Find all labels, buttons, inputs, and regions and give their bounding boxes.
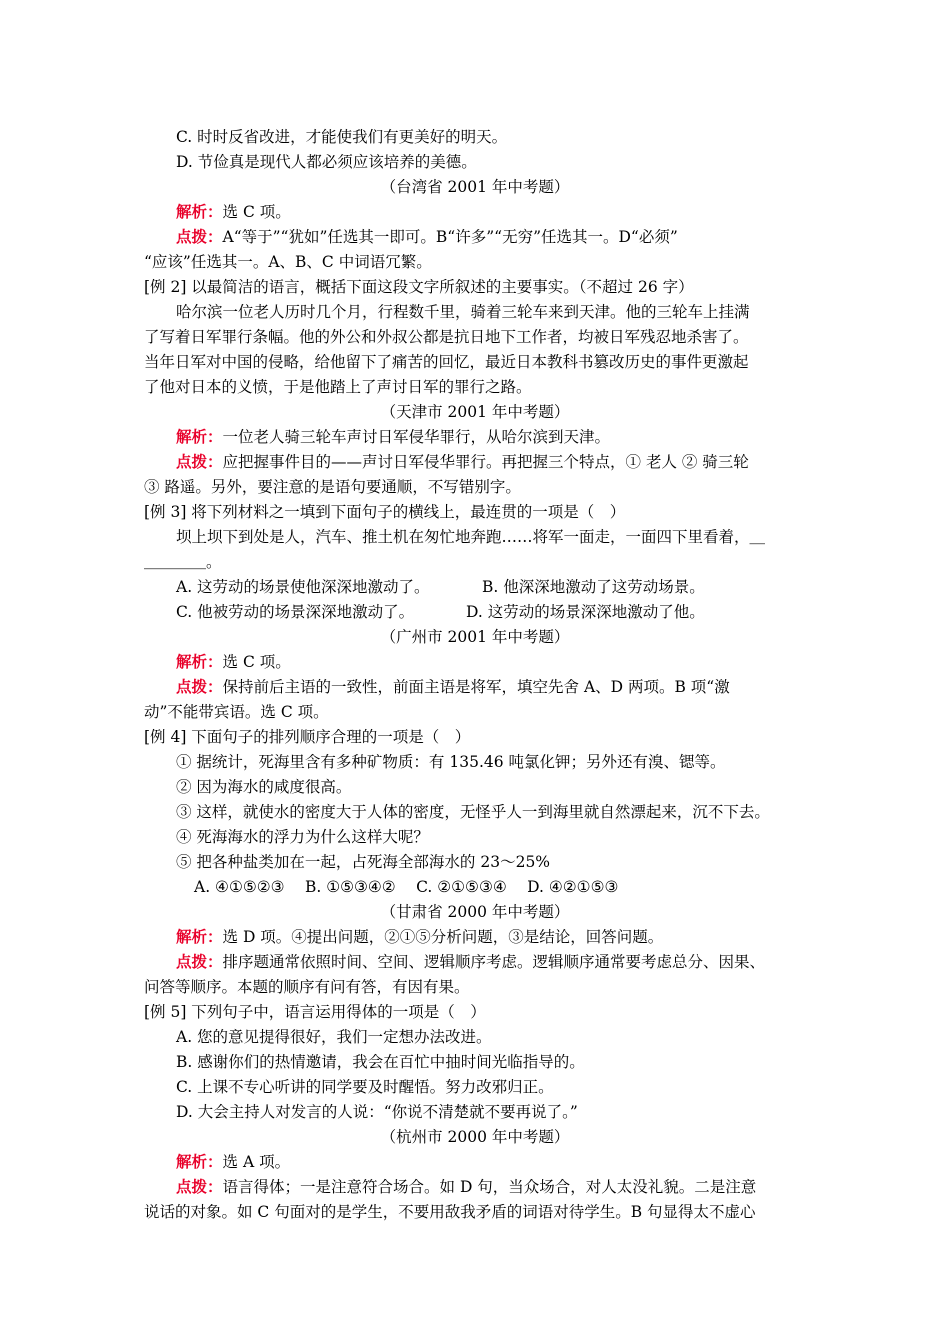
analysis-line: 解析：选 A 项。 [176,1152,291,1171]
options-ab: A. 这劳动的场景使他深深地激动了。 B. 他深深地激动了这劳动场景。 [176,578,705,596]
analysis-line: 解析：一位老人骑三轮车声讨日军侵华罪行，从哈尔滨到天津。 [176,427,611,446]
source-note: （甘肃省 2000 年中考题） [380,903,570,921]
passage-line: 了写着日军罪行条幅。他的外公和外叔公都是抗日地下工作者，均被日军残忍地杀害了。 [144,328,749,346]
hint-line: 点拨：A“等于”“犹如”任选其一即可。B“许多”“无穷”任选其一。D“必须” [176,227,678,246]
hint-continued: 问答等顺序。本题的顺序有问有答，有因有果。 [144,978,470,996]
passage-line: 当年日军对中国的侵略，给他留下了痛苦的回忆，最近日本教科书篡改历史的事件更激起 [144,353,749,371]
passage-line: 哈尔滨一位老人历时几个月，行程数千里，骑着三轮车来到天津。他的三轮车上挂满 [176,303,750,321]
order-options: A. ④①⑤②③ B. ①⑤③④② C. ②①⑤③④ D. ④②①⑤③ [194,878,619,896]
analysis-line: 解析：选 C 项。 [176,652,291,671]
passage-line: 了他对日本的义愤，于是他踏上了声讨日军的罪行之路。 [144,378,532,396]
hint-continued: ③ 路遥。另外，要注意的是语句要通顺，不写错别字。 [144,478,521,496]
option-d: D. 大会主持人对发言的人说：“你说不清楚就不要再说了。” [176,1103,578,1121]
hint-line: 点拨：应把握事件目的——声讨日军侵华罪行。再把握三个特点，① 老人 ② 骑三轮 [176,452,749,471]
hint-line: 点拨：语言得体；一是注意符合场合。如 D 句，当众场合，对人太没礼貌。二是注意 [176,1177,757,1196]
option-d: D. 节俭真是现代人都必须应该培养的美德。 [176,153,477,171]
sentence-2: ② 因为海水的咸度很高。 [176,778,352,796]
options-cd: C. 他被劳动的场景深深地激动了。 D. 这劳动的场景深深地激动了他。 [176,603,705,621]
sentence-3: ③ 这样，就使水的密度大于人体的密度，无怪乎人一到海里就自然漂起来，沉不下去。 [176,803,770,821]
option-c: C. 时时反省改进，才能使我们有更美好的明天。 [176,128,508,146]
source-note: （杭州市 2000 年中考题） [380,1128,570,1146]
blank-line: ＿＿＿＿。 [144,553,222,571]
question-line: 坝上坝下到处是人，汽车、推土机在匆忙地奔跑……将军一面走，一面四下里看着，＿ [176,528,766,546]
source-note: （广州市 2001 年中考题） [380,628,570,646]
analysis-line: 解析：选 C 项。 [176,202,291,221]
sentence-5: ⑤ 把各种盐类加在一起，占死海全部海水的 23～25% [176,853,551,871]
option-a: A. 您的意见提得很好，我们一定想办法改进。 [176,1028,492,1046]
option-c: C. 上课不专心听讲的同学要及时醒悟。努力改邪归正。 [176,1078,554,1096]
analysis-line: 解析：选 D 项。④提出问题，②①⑤分析问题，③是结论，回答问题。 [176,927,664,946]
hint-line: 点拨：保持前后主语的一致性，前面主语是将军，填空先舍 A、D 两项。B 项“激 [176,677,730,696]
example-5-heading: [例 5] 下列句子中，语言运用得体的一项是（ ） [144,1003,486,1021]
example-2-heading: [例 2] 以最简洁的语言，概括下面这段文字所叙述的主要事实。（不超过 26 字） [144,278,694,296]
hint-line: 点拨：排序题通常依照时间、空间、逻辑顺序考虑。逻辑顺序通常要考虑总分、因果、 [176,952,766,971]
example-3-heading: [例 3] 将下列材料之一填到下面句子的横线上，最连贯的一项是（ ） [144,503,626,521]
hint-continued: 动”不能带宾语。选 C 项。 [144,703,329,721]
hint-continued: “应该”任选其一。A、B、C 中词语冗繁。 [144,253,432,271]
option-b: B. 感谢你们的热情邀请，我会在百忙中抽时间光临指导的。 [176,1053,585,1071]
sentence-1: ① 据统计，死海里含有多种矿物质：有 135.46 吨氯化钾；另外还有溴、锶等。 [176,753,726,771]
source-note: （台湾省 2001 年中考题） [380,178,570,196]
sentence-4: ④ 死海海水的浮力为什么这样大呢？ [176,828,429,846]
source-note: （天津市 2001 年中考题） [380,403,570,421]
example-4-heading: [例 4] 下面句子的排列顺序合理的一项是（ ） [144,728,471,746]
hint-continued: 说话的对象。如 C 句面对的是学生，不要用敌我矛盾的词语对待学生。B 句显得太不虚心 [144,1203,756,1221]
